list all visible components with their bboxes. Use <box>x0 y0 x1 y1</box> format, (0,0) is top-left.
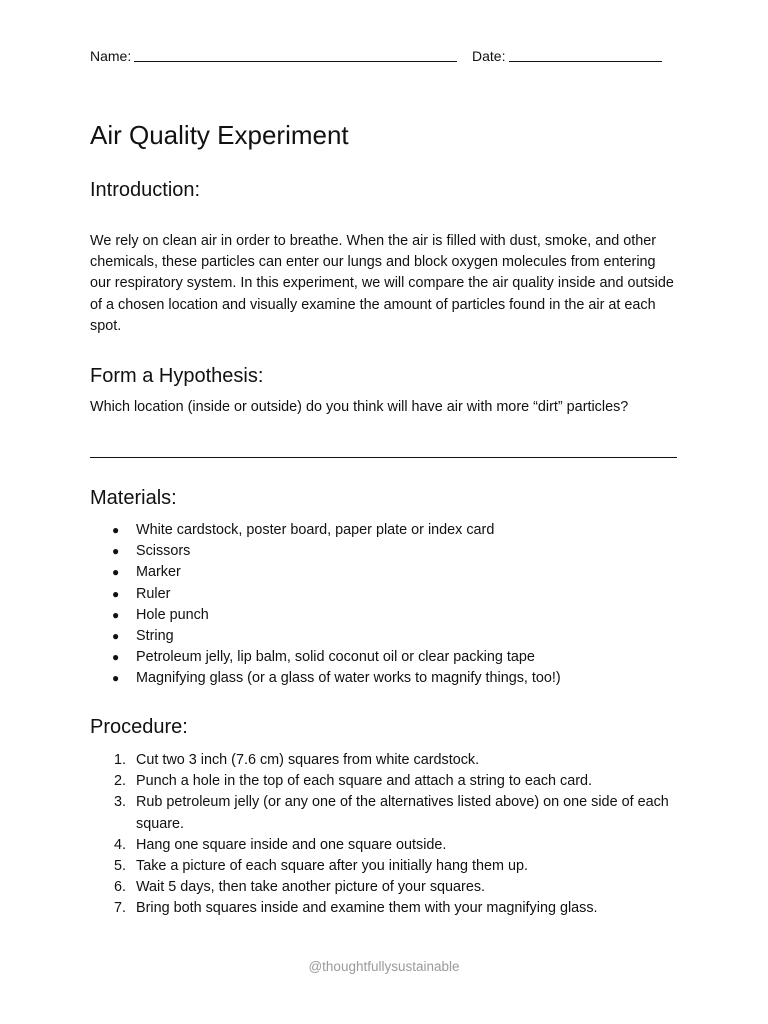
procedure-step-text: Wait 5 days, then take another picture of your squares. <box>136 879 486 896</box>
step-number: 2. <box>113 773 126 790</box>
procedure-step-text: Cut two 3 inch (7.6 cm) squares from white cardstock. <box>136 752 480 768</box>
name-blank-line <box>134 61 457 62</box>
procedure-step <box>90 835 690 856</box>
bullet-marker: ● <box>112 629 120 644</box>
materials-list <box>90 520 690 690</box>
procedure-step <box>90 792 690 834</box>
step-number: 1. <box>113 752 126 768</box>
step-number: 7. <box>113 900 126 917</box>
procedure-step <box>90 750 690 771</box>
materials-item <box>90 626 690 647</box>
procedure-step-text: Hang one square inside and one square outside. <box>136 836 447 853</box>
hypothesis-answer-line <box>90 457 677 458</box>
bullet-marker: ● <box>112 544 120 559</box>
bullet-marker: ● <box>112 650 120 665</box>
introduction-text: We rely on clean air in order to breathe. When the air is filled with dust, smoke, and other chemicals, these particles can enter our lungs and block oxygen molecules from entering our respiratory system. In this experiment, we will compare the air quality inside and outside of a chosen location and visually examine the amount of particles found in the air at each spot. <box>90 233 674 334</box>
step-number: 3. <box>113 794 126 811</box>
materials-item-text: Ruler <box>136 585 171 602</box>
materials-item-text: Scissors <box>136 543 191 560</box>
materials-item-text: Marker <box>136 564 181 581</box>
date-blank-line <box>509 61 662 62</box>
materials-item-text: Petroleum jelly, lip balm, solid coconut oil or clear packing tape <box>136 649 535 666</box>
name-date-header <box>90 46 690 66</box>
introduction-heading: Introduction: <box>90 179 201 201</box>
materials-item-text: String <box>136 628 174 645</box>
bullet-marker: ● <box>112 671 120 686</box>
materials-item <box>90 584 690 605</box>
materials-item <box>90 562 690 583</box>
procedure-heading: Procedure: <box>90 716 188 738</box>
name-label: Name: <box>90 48 132 64</box>
procedure-step <box>90 856 690 877</box>
procedure-list <box>90 750 690 920</box>
footer-handle: @thoughtfullysustainable <box>308 959 460 974</box>
hypothesis-question: Which location (inside or outside) do you think will have air with more “dirt” particles? <box>90 399 629 415</box>
procedure-step <box>90 771 690 792</box>
hypothesis-heading: Form a Hypothesis: <box>90 365 264 387</box>
step-number: 4. <box>113 836 126 853</box>
materials-item <box>90 668 690 689</box>
bullet-marker: ● <box>112 565 120 580</box>
materials-item <box>90 647 690 668</box>
procedure-step <box>90 877 690 898</box>
step-number: 6. <box>113 879 126 896</box>
bullet-marker: ● <box>112 586 120 601</box>
step-number: 5. <box>113 858 126 875</box>
date-label: Date: <box>472 48 506 64</box>
bullet-marker: ● <box>112 523 120 537</box>
procedure-step <box>90 898 690 919</box>
bullet-marker: ● <box>112 607 120 622</box>
materials-item-text: Hole punch <box>136 606 209 623</box>
materials-item-text: White cardstock, poster board, paper plate or index card <box>136 522 495 538</box>
page-title: Air Quality Experiment <box>90 120 349 150</box>
procedure-step-text: Rub petroleum jelly (or any one of the alternatives listed above) on one side of each square. <box>136 794 669 832</box>
materials-item <box>90 605 690 626</box>
materials-item <box>90 541 690 562</box>
materials-heading: Materials: <box>90 487 177 509</box>
procedure-step-text: Bring both squares inside and examine them with your magnifying glass. <box>136 900 598 917</box>
materials-item <box>90 520 690 541</box>
procedure-step-text: Punch a hole in the top of each square and attach a string to each card. <box>136 773 593 790</box>
materials-item-text: Magnifying glass (or a glass of water works to magnify things, too!) <box>136 670 561 687</box>
procedure-step-text: Take a picture of each square after you initially hang them up. <box>136 858 528 875</box>
